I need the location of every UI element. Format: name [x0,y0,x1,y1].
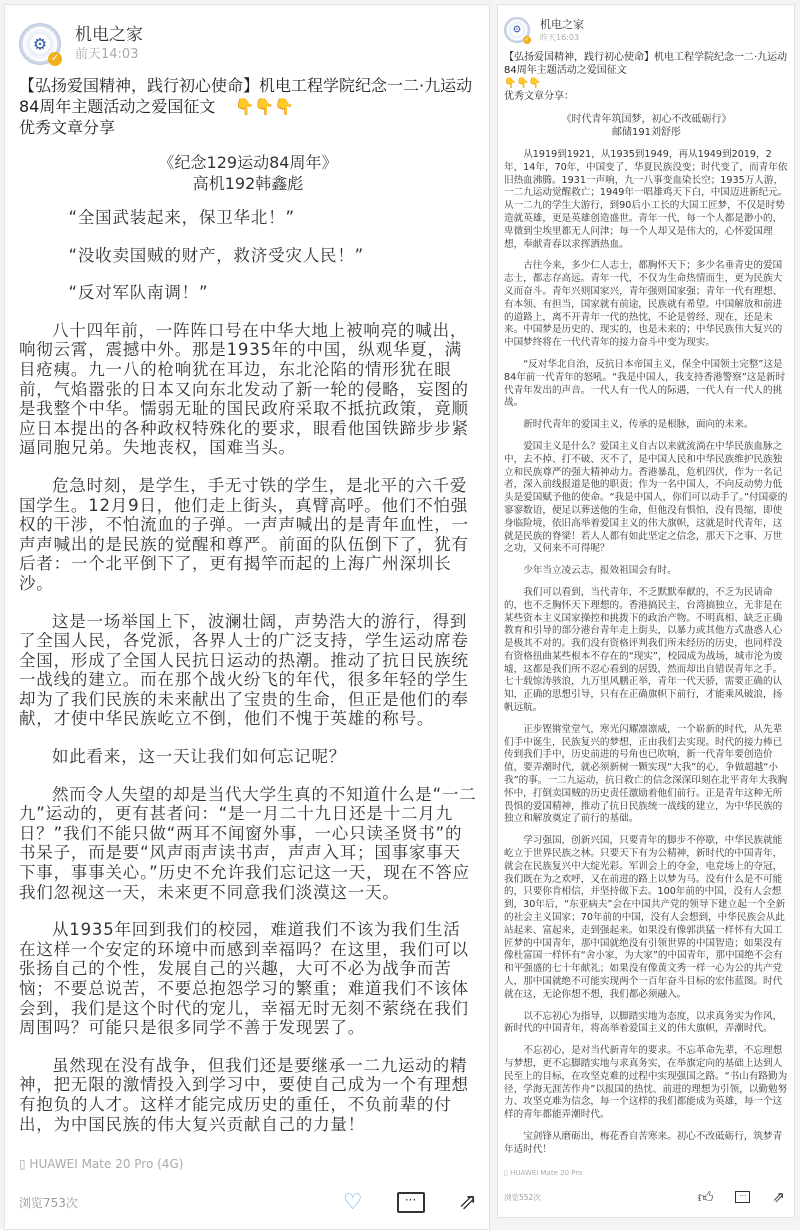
post-header [504,17,789,43]
essay-paragraph: 八十四年前，一阵阵口号在中华大地上被响亮的喊出，响彻云霄，震撼中外。那是1935年的中国，纵观华夏，满目疮痍。九一八的枪响犹在耳边，东北沦陷的情形犹在眼前，气焰嚣张的日本又向东北发动了新一轮的侵略，妄图的是我整个中华。懦弱无耻的国民政府采取不抵抗政策，竟顺应日本提出的各种政权特殊化的要求，眼看他国铁蹄步步紧逼同胞兄弟。失地丧权，国难当头。 [19,320,469,458]
post-title [19,75,477,138]
essay-paragraph: 虽然现在没有战争，但我们还是要继承一二九运动的精神，把无限的激情投入到学习中，要使自己成为一个有理想有抱负的人才。这样才能完成历史的重任，不负前辈的付出，为中国民族的伟大复兴贡献自己的力量！ [19,1055,469,1134]
view-count: 浏览552次 [504,1192,541,1202]
essay-paragraph: 爱国主义是什么？爱国主义自古以来就流淌在中华民族血脉之中，去不掉、打不破、灭不了，是中国人民和中华民族维护民族独立和民族尊严的强大精神动力。香港暴乱，危机四伏，作为一名记者，深入前线报道是他的职责；作为一名中国人，不向反动势力低头是爱国赋予他的使命。“我是中国人，你们可以动手了。”付国豪的寥寥数语，便足以葬送他的生命，但他没有惧怕，没有畏缩，即使身临险境，依旧高举着爱国主义的伟大旗帜，这就是时代青年，这就是民族的脊梁！若人人都有如此坚定之信念，那天下之事、万世之功，又何来不可得呢？ [504,440,788,555]
pointing-down-emoji-icon: 👇👇👇 [504,78,542,89]
essay-body [504,149,789,1166]
essay-paragraph: 不忘初心，是对当代新青年的要求。不忘革命先辈，不忘理想与梦想，更不忘脚踏实地与求真务实，在举旗定向的基础上达到人民至上的目标，在攻坚克难的过程中实现强国之路。“书山有路勤为径，学海无涯苦作舟”以报国的热忱、前进的理想为引领，以勤勉努力、攻坚克难为信念，每一个这样的我们都能成为英雄，每一个这样的青年都能弄潮时代。 [504,1045,788,1121]
post-subtitle: 优秀文章分享 [19,118,116,137]
avatar[interactable] [504,17,530,43]
slogan-quote: “没收卖国贼的财产，救济受灾人民！” [68,245,364,265]
post-footer [504,1188,789,1207]
essay-paragraph: 古往今来，多少仁人志士，都胸怀天下；多少名垂青史的爱国志士，都志存高远。青年一代，不仅为生命热情而生，更为民族大义而奋斗。青年兴则国家兴，青年强则国家强；青年一代有理想、有本领、有担当，国家就有前途，民族就有希望。中国解放和前进的道路上，离不开青年一代的热忱，不论是曾经、现在，还是未来。中国梦是历史的、现实的，也是未来的；中华民族伟大复兴的中国梦终将在一代代青年的接力奋斗中变为现实。 [504,260,783,349]
phone-icon: ▯ [504,1168,511,1177]
comment-icon[interactable]: ··· [735,1191,750,1203]
essay-author: 邮储191刘舒彤 [611,127,682,138]
post-time: 昨天16:03 [540,32,580,42]
verified-badge-icon: ✓ [48,52,62,66]
post-title [504,51,789,103]
post-header [19,23,477,65]
slogan-quote: “反对军队南调！” [68,283,209,303]
essay-heading [504,113,789,139]
heart-outline-icon[interactable]: ♡ [342,1190,363,1216]
title-line: 【弘扬爱国精神，践行初心使命】机电工程学院纪念一二·九运动 [19,76,473,95]
essay-paragraph: 正步铿锵堂堂气，寒光闪耀凛凛威，一个崭新的时代，从先辈们手中诞生，民族复兴的梦想，正由我们去实现。时代的接力棒已传到我们手中，历史前进的号角也已吹响，新一代青年要创造价值，要弄潮时代，就必须新树一颗实现“大我”的心，争做超越“小我”的事。一二九运动，抗日救亡的信念深深印刻在北平青年大我胸怀中，打倒卖国贼的历史责任激励着他们前行。正是青年这种无所畏惧的爱国精神，推动了抗日民族统一战线的建立，为中华民族的独立和解放奠定了前行的基础。 [504,723,788,825]
slogan-quote: “全国武装起来，保卫华北！” [68,208,295,227]
essay-paragraph: 从1935年回到我们的校园，难道我们不该为我们生活在这样一个安定的环境中而感到幸福吗？在这里，我们可以张扬自己的个性，发展自己的兴趣，大可不必为战争而苦恼；不要总说苦，不要总抱怨学习的繁重；难道我们不该体会到，我们是这个时代的宠儿，幸福无时无刻不萦绕在我们周围吗？可能只是很多同学不善于发现罢了。 [19,920,469,1038]
essay-paragraph: 以不忘初心为指导，以脚踏实地为态度，以求真务实为作风，新时代的中国青年，将高举着爱国主义的伟大旗帜，弄潮时代。 [504,1010,783,1035]
post-time: 前天14:03 [75,47,139,62]
title-line: 【弘扬爱国精神，践行初心使命】机电工程学院纪念一二·九运动 [504,52,788,63]
avatar[interactable] [19,23,61,65]
essay-paragraph: 从1919到1921，从1935到1949，再从1949到2019，2年，14年，70年，中国变了，华夏民族没变；时代变了，而青年依旧热血沸腾。1931一声响，九一八事变血染长空；1935万人游，一二九运动觉醒救亡；1949年一唱雄鸡天下白，中国迈进新纪元。从一二九的学生大游行，到90后小工长的大国工匠梦，不仅是时势造就英雄，更是英雄创造盛世。青年一代，每一个人都是渺小的，卑微到尘埃里都无人问津；每一个人却又是伟大的，心怀爱国理想，奉献青春以求挥洒热血。 [504,149,788,250]
post-subtitle: 优秀文章分享： [504,91,574,102]
essay-paragraph: 然而令人失望的却是当代大学生真的不知道什么是“一二九”运动的，更有甚者问：“是一月二十九日还是十二月九日？”我们不能只做“两耳不闻窗外事，一心只读圣贤书”的书呆子，而是要“风声雨声读书声，声声入耳；国事家事天下事，事事关心。”历史不允许我们忘记这一天，现在不答应我们忽视这一天，未来更不同意我们淡漠这一天。 [19,784,477,902]
essay-paragraph: 少年当立凌云志，报效祖国会有时。 [523,565,677,577]
share-icon[interactable]: ⇗ [458,1190,477,1216]
essay-paragraph: 这是一场举国上下，波澜壮阔，声势浩大的游行，得到了全国人民，各党派，各界人士的广泛支持，学生运动席卷全国，形成了全国人民抗日运动的热潮。推动了抗日民族统一战线的建立。而在那个战火纷飞的年代，很多年轻的学生却为了我们民族的未来献出了宝贵的生命，但正是他们的奉献，才使中华民族屹立不倒，他们不愧于英雄的称号。 [19,611,469,729]
post-footer [19,1190,477,1215]
device-name: HUAWEI Mate 20 Pro [510,1168,583,1177]
title-line: 84周年主题活动之爱国征文 [504,65,627,76]
essay-paragraph: 学习强国，创新兴国，只要青年的脚步不停歇，中华民族就能屹立于世界民族之林。只要天下有为公精神，新时代的中国青年，就会在民族复兴中大绽光彩。军训会上的夺金，电竞场上的夺冠，我们既在为之欢呼，又在前进的路上以梦为马。没有什么是不可能的，只要你肯相信，并坚持做下去。100年前的中国，没有人会想到，30年后，“东亚病夫”会在中国共产党的领导下建立起一个全新的社会主义国家；70年前的中国，没有人会想到，中华民族会从此站起来、富起来，走到强起来。如果没有像郭洪猛一样怀有大国工匠梦的中国青年，那中国就绝没有引领世界的中国智造；如果没有像杜富国一样怀有“舍小家，为大家”的中国青年，那中国绝不会有和平强盛的七十年献礼；如果没有像黄文秀一样一心为公的共产党人，那中国就绝不可能实现两个一百年奋斗目标的宏伟蓝图。时代就在这，无论你想不想，我们都必须融入。 [504,835,786,1000]
device-label [504,1168,789,1178]
essay-paragraph: 危急时刻，是学生，手无寸铁的学生，是北平的六千爱国学生。12月9日，他们走上街头，真臂高呼。他们不怕强权的干涉，不怕流血的子弹。一声声喊出的是青年血性，一声声喊出的是民族的觉醒和尊严。前面的队伍倒下了，犹有后者：一个北平倒下了，更有揭竿而起的上海广州深圳长沙。 [19,475,469,593]
essay-paragraph: “反对华北自治，反抗日本帝国主义，保全中国领土完整”这是84年前一代青年的怒吼。“我是中国人，我支持香港警察”这是新时代青年发出的声音。一代人有一代人的际遇，一代人有一代人的挑战。 [504,358,786,409]
phone-icon: ▯ [19,1157,30,1172]
essay-paragraph: 如此看来，这一天让我们如何忘记呢？ [52,747,347,767]
essay-body [19,208,477,1152]
verified-badge-icon: ✓ [524,36,530,43]
essay-paragraph: 新时代青年的爱国主义，传承的是根脉，面向的未来。 [523,419,754,431]
logo-icon: ⚙ [512,24,522,36]
logo-icon: ⚙ [32,34,48,54]
essay-paragraph: 宝剑锋从磨砺出，梅花香自苦寒来。初心不改砥砺行，筑梦青年适时代！ [504,1130,783,1155]
post-card-right [497,4,795,1218]
essay-title: 《纪念129运动84周年》 [158,153,338,172]
essay-paragraph: 我们可以看到，当代青年，不乏默默奉献的，不乏为民请命的，也不乏胸怀天下理想的。香港搞民主，台湾搞独立，无非是在某些资本主义国家操控和挑拨下的政治产物。不明真相、缺乏正确教育和引导的部分港台青年走上街头，以暴力或其他方式蛊惑人心是极其不对的。我们没有资格评判我们所未经历的历史，也同样没有资格扭曲某些根本不存在的“现实”，校园成为战场，城市沦为废墟，这都是我们所不忍心看到的居毁，然而却出自错误青年之手。七十载惊涛骇浪，九万里风鹏正举，青年一代天骄，需要正确的认知，正确的思想引导，只有在正确旗帜下前行，才能乘风破浪，扬帆远航。 [504,586,783,714]
device-name: HUAWEI Mate 20 Pro (4G) [29,1157,184,1172]
pointing-down-emoji-icon: 👇👇👇 [234,97,295,116]
share-icon[interactable]: ⇗ [772,1188,785,1207]
essay-author: 高机192韩鑫彪 [192,174,304,193]
account-name[interactable]: 机电之家 [540,17,584,31]
device-label [19,1156,477,1172]
view-count: 浏览753次 [19,1196,78,1211]
post-card-left [4,4,490,1230]
essay-heading [19,152,477,194]
comment-icon[interactable]: ··· [397,1192,425,1213]
thumbs-up-icon[interactable]: 👍︎ [697,1187,714,1206]
title-line: 84周年主题活动之爱国征文 [19,97,216,116]
essay-title: 《时代青年筑国梦，初心不改砥砺行》 [561,114,732,125]
account-name[interactable]: 机电之家 [75,25,143,45]
